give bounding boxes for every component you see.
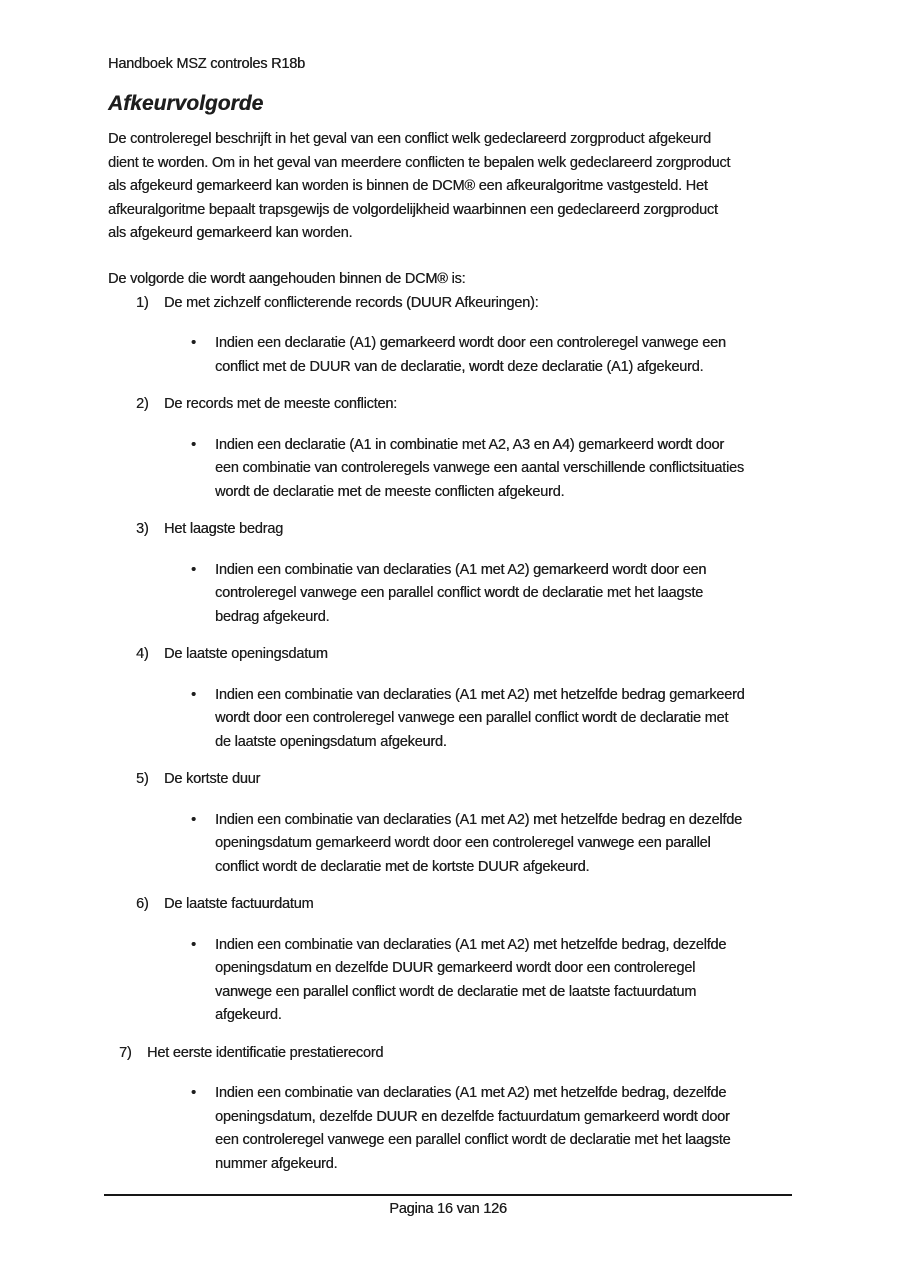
ordered-item-2: [108, 393, 808, 504]
bullet-line: Indien een combinatie van declaraties (A1 met A2) met hetzelfde bedrag, dezelfde: [215, 936, 727, 953]
bullet-line: een controleregel vanwege een parallel conflict wordt de declaratie met het laagste: [215, 1132, 731, 1148]
item-heading: De kortste duur: [164, 771, 261, 787]
page-footer: [104, 1194, 792, 1219]
item-heading: De records met de meeste conflicten:: [164, 396, 397, 412]
bullet-line: conflict met de DUUR van de declaratie, wordt deze declaratie (A1) afgekeurd.: [215, 358, 704, 375]
bullet-line: conflict wordt de declaratie met de kortste DUUR afgekeurd.: [215, 858, 590, 875]
intro-line: als afgekeurd gemarkeerd kan worden.: [108, 225, 353, 241]
item-number: 6): [136, 896, 149, 912]
item-number: 4): [136, 646, 149, 662]
item-number: 5): [136, 771, 149, 787]
item-heading-row: [108, 768, 808, 792]
document-header: Handboek MSZ controles R18b: [108, 56, 305, 72]
ordered-list: [108, 292, 808, 1177]
item-heading: De met zichzelf conflicterende records (DUUR Afkeuringen):: [164, 294, 539, 311]
item-heading: De laatste openingsdatum: [164, 646, 328, 662]
intro-paragraph: [108, 128, 808, 246]
bullet-line: Indien een combinatie van declaraties (A1 met A2) met hetzelfde bedrag en dezelfde: [215, 811, 742, 828]
bullet-line: vanwege een parallel conflict wordt de declaratie met de laatste factuurdatum: [215, 983, 697, 1000]
item-heading-row: [108, 292, 808, 316]
intro-line: dient te worden. Om in het geval van meerdere conflicten te bepalen welk gedeclareerd zorgproduct: [108, 154, 731, 171]
item-heading: De laatste factuurdatum: [164, 896, 314, 912]
item-number: 2): [136, 396, 149, 412]
page-number: Pagina 16 van 126: [389, 1201, 507, 1217]
bullet-line: Indien een combinatie van declaraties (A1 met A2) met hetzelfde bedrag, dezelfde: [215, 1085, 727, 1101]
bullet-icon: •: [191, 936, 196, 953]
section-title: Afkeurvolgorde: [108, 92, 264, 115]
list-intro: De volgorde die wordt aangehouden binnen de DCM® is:: [108, 271, 466, 287]
item-number: 7): [119, 1044, 132, 1061]
bullet-text: [215, 559, 706, 630]
item-heading: Het eerste identificatie prestatierecord: [147, 1044, 384, 1061]
document-content: [108, 55, 808, 1176]
item-heading-row: [108, 893, 808, 917]
bullet-text: [215, 434, 744, 505]
bullet-line: de laatste openingsdatum afgekeurd.: [215, 733, 447, 750]
bullet-line: openingsdatum, dezelfde DUUR en dezelfde factuurdatum gemarkeerd wordt door: [215, 1108, 730, 1125]
bullet-text: [215, 934, 726, 1028]
ordered-item-1: [108, 292, 808, 380]
bullet-row: [108, 434, 808, 505]
bullet-row: [108, 684, 808, 755]
bullet-line: controleregel vanwege een parallel conflict wordt de declaratie met het laagste: [215, 585, 703, 601]
bullet-row: [108, 809, 808, 880]
bullet-icon: •: [191, 335, 196, 351]
bullet-icon: •: [191, 1085, 196, 1101]
bullet-line: afgekeurd.: [215, 1007, 282, 1023]
bullet-line: Indien een declaratie (A1 in combinatie met A2, A3 en A4) gemarkeerd wordt door: [215, 436, 724, 453]
bullet-text: [215, 332, 726, 379]
bullet-line: openingsdatum gemarkeerd wordt door een controleregel vanwege een parallel: [215, 835, 711, 851]
bullet-line: wordt door een controleregel vanwege een parallel conflict wordt de declaratie met: [215, 710, 729, 726]
bullet-line: Indien een combinatie van declaraties (A1 met A2) met hetzelfde bedrag gemarkeerd: [215, 686, 745, 703]
bullet-text: [215, 684, 744, 755]
item-heading-row: [108, 518, 808, 542]
bullet-line: een combinatie van controleregels vanwege een aantal verschillende conflictsituaties: [215, 460, 744, 476]
bullet-icon: •: [191, 686, 196, 703]
item-heading-row: [108, 393, 808, 417]
intro-line: De controleregel beschrijft in het geval van een conflict welk gedeclareerd zorgproduct afgekeurd: [108, 131, 711, 147]
bullet-line: nummer afgekeurd.: [215, 1155, 338, 1172]
ordered-item-7: [108, 1042, 808, 1177]
bullet-line: openingsdatum en dezelfde DUUR gemarkeerd wordt door een controleregel: [215, 960, 696, 976]
bullet-icon: •: [191, 811, 196, 828]
bullet-row: [108, 934, 808, 1028]
ordered-item-6: [108, 893, 808, 1028]
bullet-icon: •: [191, 561, 196, 578]
intro-line: afkeuralgoritme bepaalt trapsgewijs de volgordelijkheid waarbinnen een gedeclareerd zorgproduct: [108, 201, 718, 218]
bullet-icon: •: [191, 436, 196, 453]
item-number: 1): [136, 294, 149, 311]
ordered-item-3: [108, 518, 808, 629]
bullet-row: [108, 332, 808, 379]
ordered-item-5: [108, 768, 808, 879]
bullet-text: [215, 1082, 730, 1176]
item-heading-row: [108, 643, 808, 667]
bullet-text: [215, 809, 742, 880]
bullet-row: [108, 1082, 808, 1176]
item-number: 3): [136, 521, 149, 537]
item-heading-row: [108, 1042, 808, 1066]
intro-line: als afgekeurd gemarkeerd kan worden is binnen de DCM® een afkeuralgoritme vastgesteld. Het: [108, 178, 708, 194]
bullet-line: Indien een declaratie (A1) gemarkeerd wordt door een controleregel vanwege een: [215, 335, 726, 351]
bullet-row: [108, 559, 808, 630]
bullet-line: Indien een combinatie van declaraties (A1 met A2) gemarkeerd wordt door een: [215, 561, 707, 578]
bullet-line: wordt de declaratie met de meeste conflicten afgekeurd.: [215, 483, 565, 500]
item-heading: Het laagste bedrag: [164, 521, 283, 537]
bullet-line: bedrag afgekeurd.: [215, 608, 330, 625]
ordered-item-4: [108, 643, 808, 754]
